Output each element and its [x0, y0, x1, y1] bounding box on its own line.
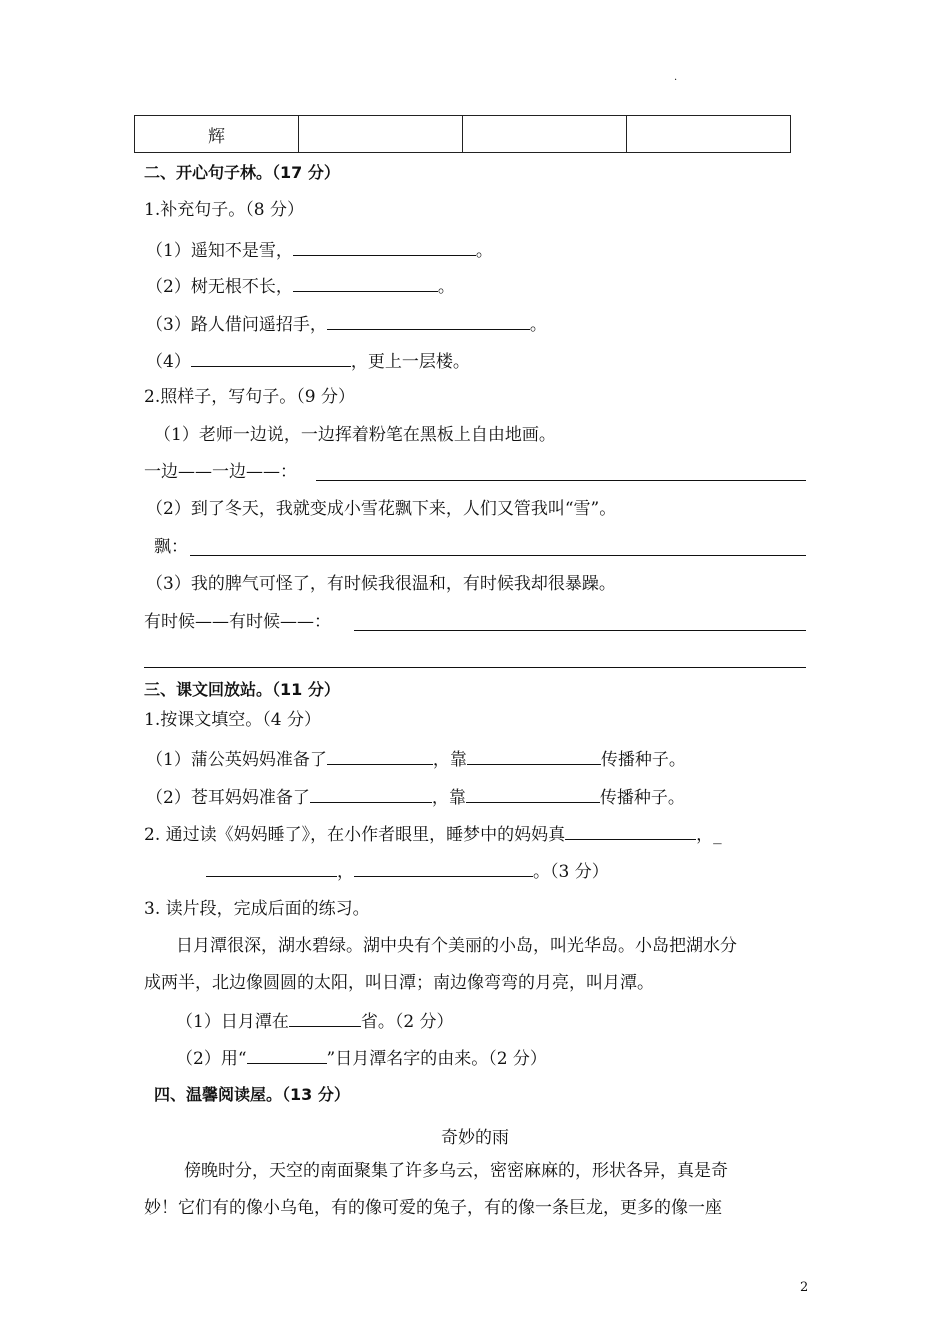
s2-q1-line1: （1）遥知不是雪， 。	[146, 238, 493, 262]
section2-heading: 二、开心句子林。（17 分）	[144, 163, 340, 182]
s3-q3-paragraph-line2: 成两半，北边像圆圆的太阳，叫日潭；南边像弯弯的月亮，叫月潭。	[144, 973, 654, 993]
s3-q2-line1: 2. 通过读《妈妈睡了》，在小作者眼里，睡梦中的妈妈真 ，_	[144, 822, 722, 846]
answer-line[interactable]	[144, 667, 806, 668]
s2-q1-line3: （3）路人借问遥招手， 。	[146, 312, 547, 336]
s3-q1-title: 1.按课文填空。（4 分）	[144, 710, 321, 730]
s3-q3-paragraph-line1: 日月潭很深，湖水碧绿。湖中央有个美丽的小岛，叫光华岛。小岛把湖水分	[176, 936, 737, 956]
s3-q3-sub2: （2）用“ ”日月潭名字的由来。（2 分）	[176, 1046, 547, 1070]
answer-blank[interactable]	[289, 1009, 361, 1027]
table-cell: 辉	[135, 116, 299, 153]
s3-q1-line2: （2）苍耳妈妈准备了 ，靠 传播种子。	[146, 785, 685, 809]
s2-q2-example2: （2）到了冬天，我就变成小雪花飘下来，人们又管我叫“雪”。	[146, 499, 617, 519]
s3-q3-title: 3. 读片段，完成后面的练习。	[144, 899, 370, 919]
answer-blank[interactable]	[565, 822, 696, 840]
answer-blank[interactable]	[310, 785, 432, 803]
table-cell[interactable]	[463, 116, 627, 153]
s2-q1-line4: （4） ，更上一层楼。	[146, 349, 470, 373]
answer-blank[interactable]	[247, 1046, 327, 1064]
s3-q3-sub1: （1）日月潭在 省。（2 分）	[176, 1009, 454, 1033]
table-cell[interactable]	[299, 116, 463, 153]
s2-q2-prompt1: 一边——一边——：	[144, 462, 297, 482]
page-number: 2	[800, 1280, 809, 1295]
s3-q2-line2: ， 。（3 分）	[206, 859, 609, 883]
story-title: 奇妙的雨	[441, 1128, 509, 1148]
s2-q2-prompt3: 有时候——有时候——：	[144, 612, 331, 632]
answer-blank[interactable]	[191, 349, 351, 367]
character-table	[134, 115, 791, 153]
s2-q2-prompt2: 飘：	[154, 537, 188, 557]
section3-heading: 三、课文回放站。（11 分）	[144, 680, 340, 699]
top-dot: .	[674, 72, 678, 83]
s2-q2-title: 2.照样子，写句子。（9 分）	[144, 387, 355, 407]
answer-line[interactable]	[190, 555, 806, 556]
answer-blank[interactable]	[354, 859, 533, 877]
s3-q1-line1: （1）蒲公英妈妈准备了 ，靠 传播种子。	[146, 747, 686, 771]
answer-blank[interactable]	[327, 312, 530, 330]
table-cell[interactable]	[627, 116, 791, 153]
section4-heading: 四、温馨阅读屋。（13 分）	[154, 1085, 350, 1104]
s2-q1-title: 1.补充句子。（8 分）	[144, 200, 304, 220]
answer-blank[interactable]	[466, 785, 600, 803]
answer-blank[interactable]	[293, 238, 476, 256]
story-paragraph-line2: 妙！它们有的像小乌龟，有的像可爱的兔子，有的像一条巨龙，更多的像一座	[144, 1198, 722, 1218]
answer-line[interactable]	[316, 480, 806, 481]
story-paragraph-line1: 傍晚时分，天空的南面聚集了许多乌云，密密麻麻的，形状各异，真是奇	[184, 1161, 728, 1181]
s2-q1-line2: （2）树无根不长， 。	[146, 274, 455, 298]
s2-q2-example1: （1）老师一边说，一边挥着粉笔在黑板上自由地画。	[154, 425, 556, 445]
answer-blank[interactable]	[467, 747, 601, 765]
answer-blank[interactable]	[206, 859, 337, 877]
answer-blank[interactable]	[293, 274, 438, 292]
s2-q2-example3: （3）我的脾气可怪了，有时候我很温和，有时候我却很暴躁。	[146, 574, 616, 594]
answer-line[interactable]	[354, 630, 806, 631]
answer-blank[interactable]	[327, 747, 433, 765]
